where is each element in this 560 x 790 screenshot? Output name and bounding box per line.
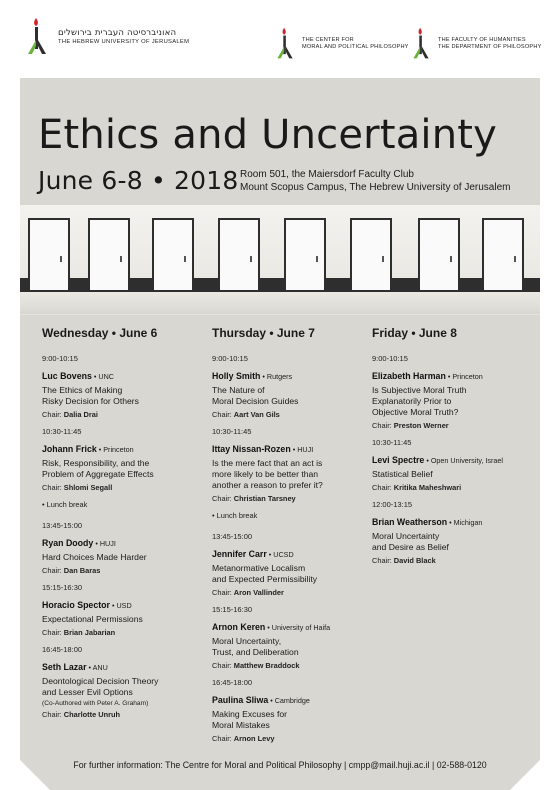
chair-label: Chair:: [212, 588, 234, 597]
speaker-line: [212, 439, 372, 457]
speaker-affiliation: • Cambridge: [268, 696, 310, 705]
door-6: [350, 218, 392, 292]
chair-name: Dalia Drai: [63, 410, 98, 419]
speaker-line: [212, 617, 372, 635]
speaker-line: [212, 366, 372, 384]
lunch-break: • Lunch break: [212, 511, 258, 520]
session-chair: [212, 494, 372, 503]
session-time: 9:00-10:15: [212, 354, 248, 363]
chair-label: Chair:: [42, 566, 64, 575]
speaker-name: Horacio Spector: [42, 600, 110, 610]
header: [0, 0, 560, 78]
chair-label: Chair:: [42, 710, 64, 719]
speaker-line: [42, 595, 202, 613]
session-time: 13:45-15:00: [42, 521, 83, 530]
session-time: 10:30-11:45: [372, 438, 412, 447]
session-slot: [372, 500, 532, 565]
center-logo: [274, 24, 409, 64]
session-time: 9:00-10:15: [42, 354, 78, 363]
session-chair: [212, 410, 372, 419]
speaker-name: Holly Smith: [212, 371, 261, 381]
chair-label: Chair:: [212, 494, 234, 503]
chair-name: Aart Van Gils: [233, 410, 280, 419]
session-time: 9:00-10:15: [372, 354, 408, 363]
day-column-thursday: [212, 326, 372, 751]
chair-label: Chair:: [212, 734, 234, 743]
speaker-name: Brian Weatherson: [372, 517, 448, 527]
door-7: [418, 218, 460, 292]
speaker-name: Ryan Doody: [42, 538, 94, 548]
door-knob: [184, 256, 186, 262]
speaker-name: Johann Frick: [42, 444, 97, 454]
door-knob: [514, 256, 516, 262]
day-heading: Friday • June 8: [372, 326, 457, 340]
session-chair: [42, 566, 202, 575]
talk-title: Metanormative Localism and Expected Permissibility: [212, 563, 318, 584]
door-2: [88, 218, 130, 292]
door-knob: [120, 256, 122, 262]
door-knob: [60, 256, 62, 262]
chair-label: Chair:: [372, 556, 394, 565]
session-time: 10:30-11:45: [42, 427, 82, 436]
session-chair: [212, 661, 372, 670]
session-time: 16:45-18:00: [212, 678, 253, 687]
session-time: 15:15-16:30: [42, 583, 83, 592]
speaker-affiliation: • Rutgers: [260, 372, 293, 381]
session-chair: [42, 710, 202, 719]
session-slot: [372, 354, 532, 430]
speaker-affiliation: • Michigan: [447, 518, 483, 527]
speaker-affiliation: • ANU: [86, 663, 108, 672]
venue: [240, 168, 510, 194]
speaker-line: [42, 439, 202, 457]
talk-title: Moral Uncertainty, Trust, and Deliberation: [212, 636, 299, 657]
chair-name: David Black: [393, 556, 436, 565]
coauthor-note: (Co-Authored with Peter A. Graham): [42, 700, 149, 707]
session-slot: [212, 427, 372, 503]
door-knob: [316, 256, 318, 262]
speaker-affiliation: • Open University, Israel: [424, 456, 504, 465]
speaker-line: [42, 657, 202, 675]
session-slot: [372, 438, 532, 492]
chair-name: Charlotte Unruh: [63, 710, 121, 719]
session-chair: [212, 588, 372, 597]
day-heading: Thursday • June 7: [212, 326, 315, 340]
speaker-line: [42, 533, 202, 551]
speaker-affiliation: • Princeton: [96, 445, 134, 454]
talk-title: The Ethics of Making Risky Decision for Others: [42, 385, 139, 406]
chair-name: Matthew Braddock: [233, 661, 300, 670]
speaker-name: Elizabeth Harman: [372, 371, 446, 381]
session-time: 12:00-13:15: [372, 500, 413, 509]
talk-title: Is the mere fact that an act is more likely to be better than another a reason to prefer it?: [212, 458, 323, 490]
chair-label: Chair:: [42, 628, 64, 637]
speaker-line: [372, 366, 532, 384]
door-4: [218, 218, 260, 292]
session-chair: [42, 628, 202, 637]
chair-label: Chair:: [212, 410, 234, 419]
footer-contact: For further information: The Centre for Moral and Political Philosophy | cmpp@mail.huji.ac.il | 02-588-0120: [73, 760, 487, 770]
session-time: 10:30-11:45: [212, 427, 252, 436]
talk-title: Is Subjective Moral Truth Explanatorily Prior to Objective Moral Truth?: [372, 385, 467, 417]
speaker-line: [42, 366, 202, 384]
session-chair: [42, 410, 202, 419]
speaker-affiliation: • University of Haifa: [265, 623, 331, 632]
chair-name: Kritika Maheshwari: [393, 483, 462, 492]
session-time: 13:45-15:00: [212, 532, 253, 541]
speaker-line: [212, 690, 372, 708]
chair-label: Chair:: [42, 483, 64, 492]
door-knob: [250, 256, 252, 262]
chair-name: Aron Vallinder: [233, 588, 284, 597]
talk-title: Hard Choices Made Harder: [42, 552, 147, 562]
talk-title: Risk, Responsibility, and the Problem of Aggregate Effects: [42, 458, 154, 479]
speaker-line: [372, 450, 532, 468]
speaker-name: Paulina Sliwa: [212, 695, 269, 705]
session-slot: [212, 605, 372, 670]
faculty-line2: THE DEPARTMENT OF PHILOSOPHY: [438, 44, 542, 50]
door-8: [482, 218, 524, 292]
talk-title: The Nature of Moral Decision Guides: [212, 385, 299, 406]
speaker-name: Ittay Nissan-Rozen: [212, 444, 291, 454]
session-slot: [212, 354, 372, 419]
day-column-friday: [372, 326, 532, 573]
session-chair: [372, 483, 532, 492]
speaker-affiliation: • UCSD: [266, 550, 294, 559]
center-line1: THE CENTER FOR: [302, 37, 354, 43]
center-emblem-icon: [274, 24, 296, 64]
chair-name: Arnon Levy: [233, 734, 275, 743]
speaker-name: Luc Bovens: [42, 371, 92, 381]
speaker-affiliation: • Princeton: [445, 372, 483, 381]
session-time: 16:45-18:00: [42, 645, 83, 654]
venue-line2: Mount Scopus Campus, The Hebrew University of Jerusalem: [240, 182, 511, 193]
chair-label: Chair:: [212, 661, 234, 670]
session-chair: [372, 556, 532, 565]
speaker-name: Levi Spectre: [372, 455, 425, 465]
chair-label: Chair:: [42, 410, 64, 419]
center-line2: MORAL AND POLITICAL PHILOSOPHY: [302, 44, 409, 50]
session-slot: [42, 583, 202, 637]
session-slot: [42, 427, 202, 492]
session-slot: [42, 521, 202, 575]
session-chair: [42, 483, 202, 492]
huji-emblem-icon: [24, 16, 50, 58]
speaker-name: Arnon Keren: [212, 622, 266, 632]
chair-name: Preston Werner: [393, 421, 449, 430]
door-1: [28, 218, 70, 292]
speaker-affiliation: • HUJI: [290, 445, 314, 454]
door-knob: [450, 256, 452, 262]
speaker-line: [372, 512, 532, 530]
speaker-affiliation: • HUJI: [93, 539, 116, 548]
door-5: [284, 218, 326, 292]
session-time: 15:15-16:30: [212, 605, 253, 614]
doors-floor: [20, 292, 540, 314]
talk-title: Statistical Belief: [372, 469, 433, 479]
speaker-name: Seth Lazar: [42, 662, 87, 672]
chair-name: Brian Jabarian: [63, 628, 116, 637]
faculty-emblem-icon: [410, 24, 432, 64]
session-chair: [212, 734, 372, 743]
day-column-wednesday: [42, 326, 202, 727]
chair-label: Chair:: [372, 421, 394, 430]
chair-name: Christian Tarsney: [233, 494, 296, 503]
speaker-affiliation: • USD: [109, 601, 132, 610]
session-slot: [212, 678, 372, 743]
speaker-name: Jennifer Carr: [212, 549, 267, 559]
speaker-affiliation: • UNC: [91, 372, 114, 381]
huji-english-name: THE HEBREW UNIVERSITY OF JERUSALEM: [58, 39, 190, 45]
door-3: [152, 218, 194, 292]
conference-dates: June 6-8 • 2018: [38, 166, 239, 195]
talk-title: Making Excuses for Moral Mistakes: [212, 709, 287, 730]
talk-title: Deontological Decision Theory and Lesser Evil Options: [42, 676, 159, 697]
talk-title: Moral Uncertainty and Desire as Belief: [372, 531, 449, 552]
huji-logo: [24, 16, 189, 58]
session-chair: [372, 421, 532, 430]
door-knob: [382, 256, 384, 262]
huji-hebrew-name: האוניברסיטה העברית בירושלים: [58, 28, 177, 38]
day-heading: Wednesday • June 6: [42, 326, 158, 340]
faculty-line1: THE FACULTY OF HUMANITIES: [438, 37, 526, 43]
lunch-break: • Lunch break: [42, 500, 88, 509]
faculty-logo: [410, 24, 542, 64]
speaker-line: [212, 544, 372, 562]
chair-label: Chair:: [372, 483, 394, 492]
session-slot: [42, 645, 202, 719]
chair-name: Dan Baras: [63, 566, 101, 575]
chair-name: Shlomi Segall: [63, 483, 113, 492]
session-slot: [42, 354, 202, 419]
session-slot: [212, 532, 372, 597]
poster-title: Ethics and Uncertainty: [38, 112, 498, 158]
venue-line1: Room 501, the Maiersdorf Faculty Club: [240, 169, 414, 180]
talk-title: Expectational Permissions: [42, 614, 143, 624]
